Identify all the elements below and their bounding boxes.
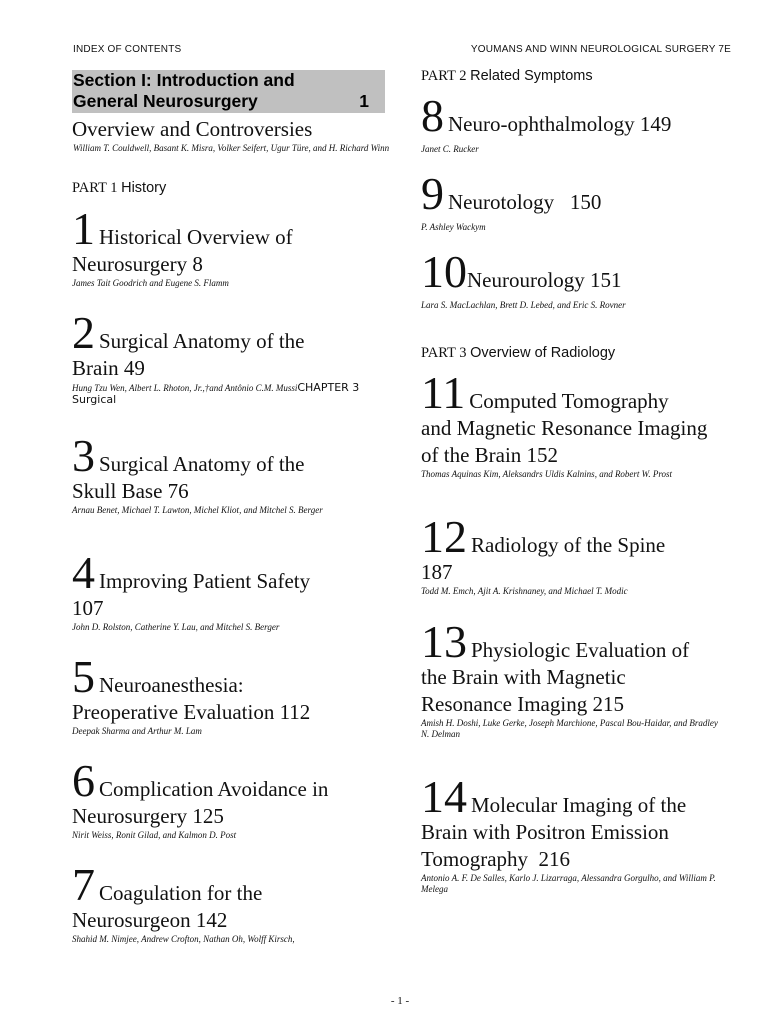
chapter-title: Neuro-ophthalmology 149 bbox=[448, 112, 672, 136]
overview-authors: William T. Couldwell, Basant K. Misra, Volker Seifert, Ugur Türe, and H. Richard Winn bbox=[73, 143, 390, 153]
chapter-entry-6 bbox=[72, 755, 392, 841]
chapter-number: 1 bbox=[72, 203, 95, 254]
part-word: PART 1 bbox=[72, 180, 118, 196]
part-label: Related Symptoms bbox=[470, 68, 593, 84]
chapter-authors: Todd M. Emch, Ajit A. Krishnaney, and Michael T. Modic bbox=[421, 586, 628, 596]
part-heading-2 bbox=[421, 68, 593, 85]
running-header-left: INDEX OF CONTENTS bbox=[73, 44, 182, 55]
chapter-title-continued: Neurosurgery 8 bbox=[72, 252, 203, 276]
chapter-entry-5 bbox=[72, 651, 392, 737]
overview-title: Overview and Controversies bbox=[72, 117, 313, 141]
chapter-entry-4 bbox=[72, 547, 392, 633]
chapter-authors bbox=[72, 382, 392, 406]
chapter-authors: Deepak Sharma and Arthur M. Lam bbox=[72, 726, 202, 736]
chapter-authors: John D. Rolston, Catherine Y. Lau, and Mitchel S. Berger bbox=[72, 622, 280, 632]
chapter-title-continued: 187 bbox=[421, 560, 453, 584]
chapter-authors: Amish H. Doshi, Luke Gerke, Joseph Marchione, Pascal Bou-Haidar, and Bradley N. Delman bbox=[421, 718, 718, 739]
chapter-authors: Nirit Weiss, Ronit Gilad, and Kalmon D. Post bbox=[72, 830, 237, 840]
chapter-number: 8 bbox=[421, 90, 444, 141]
chapter-title: Neurourology 151 bbox=[467, 268, 622, 292]
chapter-title: Radiology of the Spine bbox=[471, 533, 666, 557]
chapter-title-continued: Neurosurgeon 142 bbox=[72, 908, 228, 932]
chapter-number: 6 bbox=[72, 755, 95, 806]
chapter-title: Historical Overview of bbox=[99, 225, 293, 249]
page-number-footer: - 1 - bbox=[390, 995, 410, 1007]
chapter-number: 14 bbox=[421, 771, 467, 822]
chapter-title-continued: Preoperative Evaluation 112 bbox=[72, 700, 311, 724]
chapter-number: 2 bbox=[72, 307, 95, 358]
chapter-number: 9 bbox=[421, 168, 444, 219]
part-label: History bbox=[121, 180, 167, 196]
chapter-title: Improving Patient Safety bbox=[99, 569, 311, 593]
chapter-entry-8 bbox=[421, 90, 741, 155]
part-label: Overview of Radiology bbox=[470, 345, 616, 361]
chapter-authors: James Tait Goodrich and Eugene S. Flamm bbox=[72, 278, 229, 288]
chapter-title: Surgical Anatomy of the bbox=[99, 452, 305, 476]
chapter-title: Physiologic Evaluation of bbox=[471, 638, 690, 662]
chapter-title-continued: Skull Base 76 bbox=[72, 479, 189, 503]
chapter-number: 5 bbox=[72, 651, 95, 702]
running-header-right: YOUMANS AND WINN NEUROLOGICAL SURGERY 7E bbox=[470, 44, 731, 55]
chapter-number: 7 bbox=[72, 859, 95, 910]
chapter-authors: Janet C. Rucker bbox=[421, 144, 479, 154]
chapter-entry-3 bbox=[72, 430, 392, 516]
chapter-authors: Shahid M. Nimjee, Andrew Crofton, Nathan Oh, Wolff Kirsch, bbox=[72, 934, 295, 944]
chapter-entry-13 bbox=[421, 616, 721, 740]
chapter-title: Surgical Anatomy of the bbox=[99, 329, 305, 353]
chapter-entry-12 bbox=[421, 511, 741, 597]
part-word: PART 2 bbox=[421, 68, 467, 84]
chapter-authors: Arnau Benet, Michael T. Lawton, Michel Kliot, and Mitchel S. Berger bbox=[72, 505, 323, 515]
chapter-authors: Antonio A. F. De Salles, Karlo J. Lizarraga, Alessandra Gorgulho, and William P. Melega bbox=[421, 873, 716, 894]
chapter-title: Neurotology 150 bbox=[448, 190, 602, 214]
chapter-title: Molecular Imaging of the bbox=[471, 793, 687, 817]
section-heading bbox=[72, 70, 385, 113]
chapter-title-continued: Neurosurgery 125 bbox=[72, 804, 224, 828]
chapter-entry-9 bbox=[421, 168, 741, 233]
chapter-title: Computed Tomography bbox=[469, 389, 669, 413]
chapter-number: 12 bbox=[421, 511, 467, 562]
part-heading-3 bbox=[421, 345, 615, 362]
chapter-number: 3 bbox=[72, 430, 95, 481]
chapter-number: 10 bbox=[421, 246, 467, 297]
chapter-title: Coagulation for the bbox=[99, 881, 263, 905]
chapter-authors-overflow: CHAPTER 3 Surgical bbox=[72, 381, 360, 406]
chapter-authors: P. Ashley Wackym bbox=[421, 222, 486, 232]
part-heading-1 bbox=[72, 180, 166, 197]
chapter-title: Complication Avoidance in bbox=[99, 777, 329, 801]
chapter-title: Neuroanesthesia: bbox=[99, 673, 244, 697]
chapter-title-continued: and Magnetic Resonance Imaging of the Brain 152 bbox=[421, 416, 708, 467]
part-word: PART 3 bbox=[421, 345, 467, 361]
chapter-entry-14 bbox=[421, 771, 726, 895]
chapter-entry-11 bbox=[421, 367, 721, 480]
chapter-authors: Thomas Aquinas Kim, Aleksandrs Uldis Kalnins, and Robert W. Prost bbox=[421, 469, 673, 479]
chapter-authors: Lara S. MacLachlan, Brett D. Lebed, and Eric S. Rovner bbox=[421, 300, 626, 310]
section-page-number: 1 bbox=[359, 91, 369, 111]
chapter-title-continued: Brain 49 bbox=[72, 356, 145, 380]
chapter-number: 4 bbox=[72, 547, 95, 598]
chapter-entry-7 bbox=[72, 859, 392, 945]
chapter-entry-2 bbox=[72, 307, 392, 406]
section-title: Section I: Introduction and General Neurosurgery bbox=[73, 70, 295, 111]
chapter-number: 11 bbox=[421, 367, 466, 418]
chapter-authors-text: Hung Tzu Wen, Albert L. Rhoton, Jr.,†and Antônio C.M. Mussi bbox=[72, 383, 298, 393]
chapter-entry-1 bbox=[72, 203, 392, 289]
chapter-title-continued: 107 bbox=[72, 596, 104, 620]
chapter-title-continued: Brain with Positron Emission Tomography 216 bbox=[421, 820, 674, 871]
chapter-number: 13 bbox=[421, 616, 467, 667]
chapter-title-continued: the Brain with Magnetic Resonance Imaging 215 bbox=[421, 665, 626, 716]
chapter-entry-10 bbox=[421, 246, 741, 311]
